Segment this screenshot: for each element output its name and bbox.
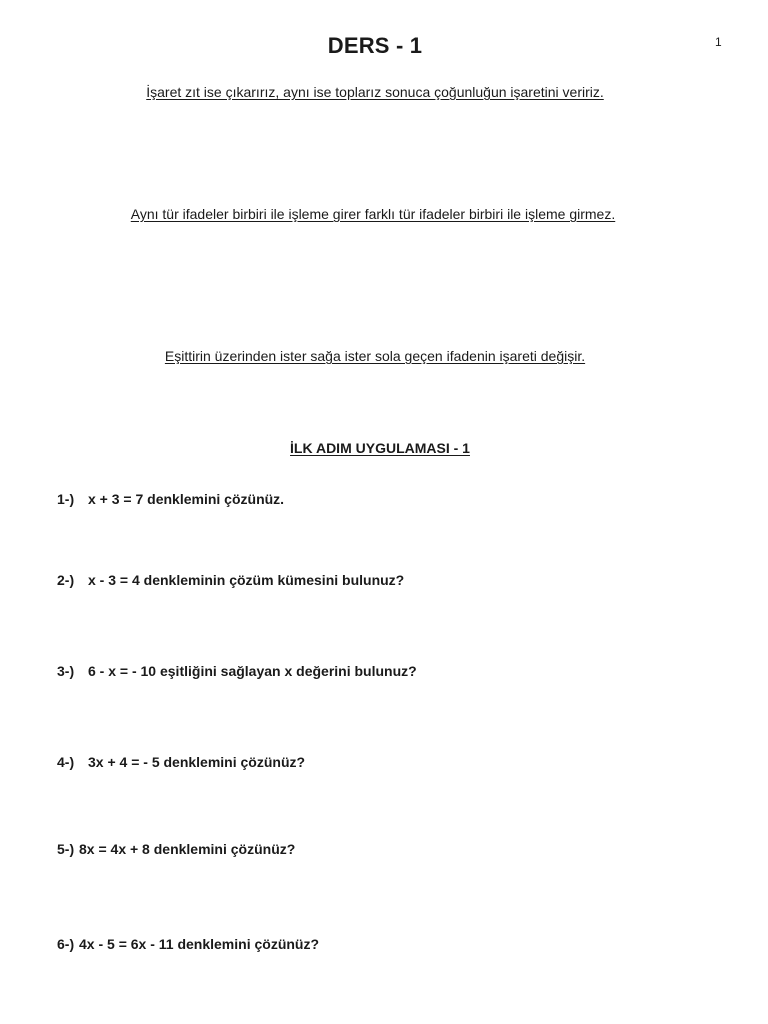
question-number: 3-) [57, 663, 75, 679]
question-2 [57, 572, 404, 588]
question-text: 8x = 4x + 8 denklemini çözünüz? [79, 841, 296, 857]
question-text: 4x - 5 = 6x - 11 denklemini çözünüz? [79, 936, 320, 952]
question-6 [57, 936, 319, 952]
question-4 [57, 754, 305, 770]
question-text: 6 - x = - 10 eşitliğini sağlayan x değerini bulunuz? [88, 663, 417, 679]
rule-like-terms: Aynı tür ifadeler birbiri ile işleme girer farklı tür ifadeler birbiri ile işleme girmez. [130, 206, 616, 222]
rule-equation-transfer: Eşittirin üzerinden ister sağa ister sola geçen ifadenin işareti değişir. [164, 348, 586, 364]
question-1 [57, 491, 284, 507]
question-number: 4-) [57, 754, 75, 770]
question-number: 6-) [57, 936, 75, 952]
rule-sign-addition: İşaret zıt ise çıkarırız, aynı ise toplarız sonuca çoğunluğun işaretini veririz. [146, 84, 604, 100]
question-text: x + 3 = 7 denklemini çözünüz. [88, 491, 285, 507]
question-5 [57, 841, 295, 857]
exercise-heading: İLK ADIM UYGULAMASI - 1 [290, 440, 470, 456]
question-number: 2-) [57, 572, 75, 588]
page-title: DERS - 1 [327, 33, 423, 58]
question-text: 3x + 4 = - 5 denklemini çözünüz? [88, 754, 306, 770]
page-number: 1 [715, 35, 722, 49]
question-text: x - 3 = 4 denkleminin çözüm kümesini bulunuz? [88, 572, 405, 588]
question-number: 5-) [57, 841, 75, 857]
question-number: 1-) [57, 491, 75, 507]
question-3 [57, 663, 417, 679]
